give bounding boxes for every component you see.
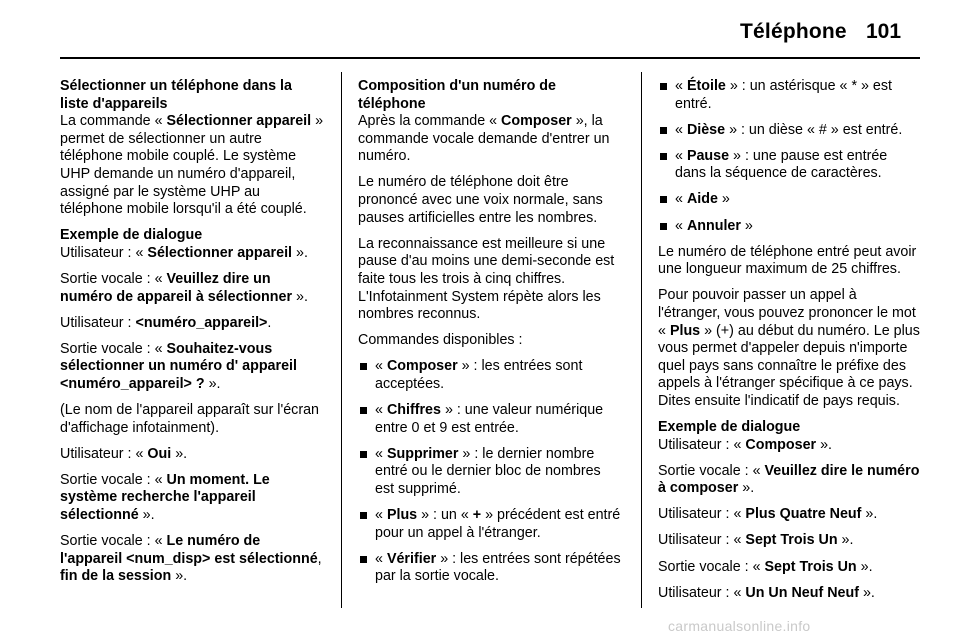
bold-term: Veuillez dire un numéro de appareil à sélectionner [60, 270, 293, 305]
bullet-square-icon [360, 512, 367, 519]
header-divider [60, 57, 920, 59]
column-1 [60, 78, 324, 594]
bullet-item [358, 507, 622, 542]
bullet-item [358, 402, 622, 437]
column-3 [658, 78, 922, 611]
bullet-square-icon [360, 451, 367, 458]
bullet-text: « Plus » : un « + » précédent est entré pour un appel à l'étranger. [375, 506, 621, 541]
bullet-text: « Composer » : les entrées sont acceptées. [375, 358, 583, 392]
section-heading-select-phone: Sélectionner un téléphone dans la liste d'appareils [60, 78, 292, 112]
dialog-line: Sortie vocale : « Le numéro de l'appareil <num_disp> est sélectionné, fin de la session ». [60, 533, 322, 585]
bullet-text: « Étoile » : un astérisque « * » est entré. [675, 78, 892, 112]
bold-term: Sélectionner appareil [166, 113, 312, 130]
bold-term: Vérifier [386, 550, 437, 567]
bullet-text: « Pause » : une pause est entrée dans la séquence de caractères. [675, 147, 888, 182]
bold-term: Veuillez dire le numéro à composer [658, 462, 920, 497]
bullet-text: « Dièse » : un dièse « # » est entré. [675, 121, 903, 138]
dialog-line: Utilisateur : « Un Un Neuf Neuf ». [658, 584, 875, 601]
bold-term: Souhaitez-vous sélectionner un numéro d' appareil <numéro_appareil> ? [60, 340, 297, 392]
bullet-square-icon [660, 223, 667, 230]
bold-term: Dièse [686, 121, 726, 138]
dialog-line: Utilisateur : <numéro_appareil>. [60, 314, 272, 331]
paragraph: Le numéro de téléphone doit être prononcé avec une voix normale, sans pauses artificielles entre les nombres. [358, 174, 603, 226]
dialog-line: Utilisateur : « Sept Trois Un ». [658, 532, 854, 549]
paragraph: Le numéro de téléphone entré peut avoir une longueur maximum de 25 chiffres. [658, 243, 917, 278]
dialog-line: (Le nom de l'appareil apparaît sur l'écran d'affichage infotainment). [60, 402, 319, 436]
bold-term: Plus [669, 322, 701, 339]
bullet-text: « Aide » [675, 191, 730, 208]
bold-term: Sept Trois Un [764, 558, 857, 575]
paragraph: La reconnaissance est meilleure si une pause d'au moins une demi-seconde est faite tous les trois à cinq chiffres. L'Infotainment System répète alors les nombres reconnus. [358, 235, 615, 323]
page-number: 101 [866, 20, 902, 43]
bullet-text: « Supprimer » : le dernier nombre entré ou le dernier bloc de nombres est supprimé. [375, 445, 601, 497]
section-heading-dial-number: Composition d'un numéro de téléphone [358, 78, 556, 112]
bold-term: Un Un Neuf Neuf [745, 584, 859, 601]
bullet-item [358, 446, 622, 499]
paragraph: Pour pouvoir passer un appel à l'étranger, vous pouvez prononcer le mot « Plus » (+) au début du numéro. Le plus vous permet d'appeler depuis n'importe quel pays sans connaître le préfixe des appels à l'étranger spécifique à ce pays. Dites ensuite l'indicatif de pays requis. [658, 287, 920, 409]
bold-term: Sept Trois Un [745, 532, 838, 549]
bullet-item [658, 218, 922, 236]
bold-term: Plus [386, 506, 418, 523]
dialog-example-heading: Exemple de dialogue [658, 419, 801, 435]
bold-term: <numéro_appareil> [135, 314, 268, 331]
paragraph: Commandes disponibles : [358, 332, 523, 349]
bold-term: Composer [745, 436, 817, 453]
bullet-text: « Annuler » [675, 217, 753, 234]
bold-term: Chiffres [386, 402, 441, 418]
dialog-line: Sortie vocale : « Un moment. Le système recherche l'appareil sélectionné ». [60, 471, 270, 523]
bold-term: Supprimer [386, 445, 459, 462]
bullet-square-icon [360, 556, 367, 563]
bullet-text: « Vérifier » : les entrées sont répétées par la sortie vocale. [375, 550, 621, 585]
bullet-item [658, 148, 922, 183]
bullet-item [658, 122, 922, 140]
bullet-square-icon [360, 407, 367, 414]
dialog-line: Utilisateur : « Composer ». [658, 436, 833, 453]
column-divider-1 [341, 72, 342, 608]
dialog-line: Utilisateur : « Plus Quatre Neuf ». [658, 506, 878, 523]
dialog-line: Sortie vocale : « Veuillez dire le numéro à composer ». [658, 462, 920, 497]
bold-term: fin de la session [60, 568, 172, 585]
bold-term: Le numéro de l'appareil <num_disp> est sélectionné [60, 533, 318, 567]
dialog-line: Utilisateur : « Oui ». [60, 445, 188, 462]
bullet-square-icon [660, 83, 667, 90]
bullet-square-icon [360, 363, 367, 370]
bullet-square-icon [660, 196, 667, 203]
column-divider-2 [641, 72, 642, 608]
dialog-line: Sortie vocale : « Veuillez dire un numéro de appareil à sélectionner ». [60, 270, 308, 305]
bold-term: Oui [147, 445, 172, 462]
dialog-line: Sortie vocale : « Sept Trois Un ». [658, 558, 873, 575]
paragraph: La commande « Sélectionner appareil » permet de sélectionner un autre téléphone mobile couplé. Le système UHP demande un numéro d'appareil, assigné par le système UHP au téléphone mobile lorsqu'il a été couplé. [60, 113, 324, 218]
bullet-item [658, 78, 922, 113]
dialog-example-heading: Exemple de dialogue [60, 227, 203, 244]
bold-term: Pause [686, 147, 730, 164]
column-2 [358, 78, 622, 594]
bullet-item [358, 358, 622, 393]
bold-term: Composer [386, 358, 458, 375]
paragraph: Après la commande « Composer », la commande vocale demande d'entrer un numéro. [358, 113, 610, 165]
page-title: Téléphone [740, 20, 847, 43]
bold-term: Sélectionner appareil [147, 244, 293, 261]
bold-term: + [472, 506, 482, 523]
bullet-square-icon [660, 127, 667, 134]
bold-term: Annuler [686, 217, 741, 234]
bold-term: Un moment. Le système recherche l'appareil sélectionné [60, 471, 270, 523]
bold-term: Aide [686, 191, 718, 208]
bullet-text: « Chiffres » : une valeur numérique entre 0 et 9 est entrée. [375, 402, 604, 436]
dialog-line: Utilisateur : « Sélectionner appareil ». [60, 244, 308, 261]
watermark: carmanualsonline.info [668, 618, 811, 634]
bullet-square-icon [660, 153, 667, 160]
bold-term: Plus Quatre Neuf [745, 506, 862, 523]
bold-term: Composer [501, 113, 572, 130]
bullet-item [358, 551, 622, 586]
bold-term: Étoile [686, 78, 726, 94]
bullet-item [658, 191, 922, 209]
dialog-line: Sortie vocale : « Souhaitez-vous sélectionner un numéro d' appareil <numéro_appareil> ? ». [60, 340, 297, 392]
